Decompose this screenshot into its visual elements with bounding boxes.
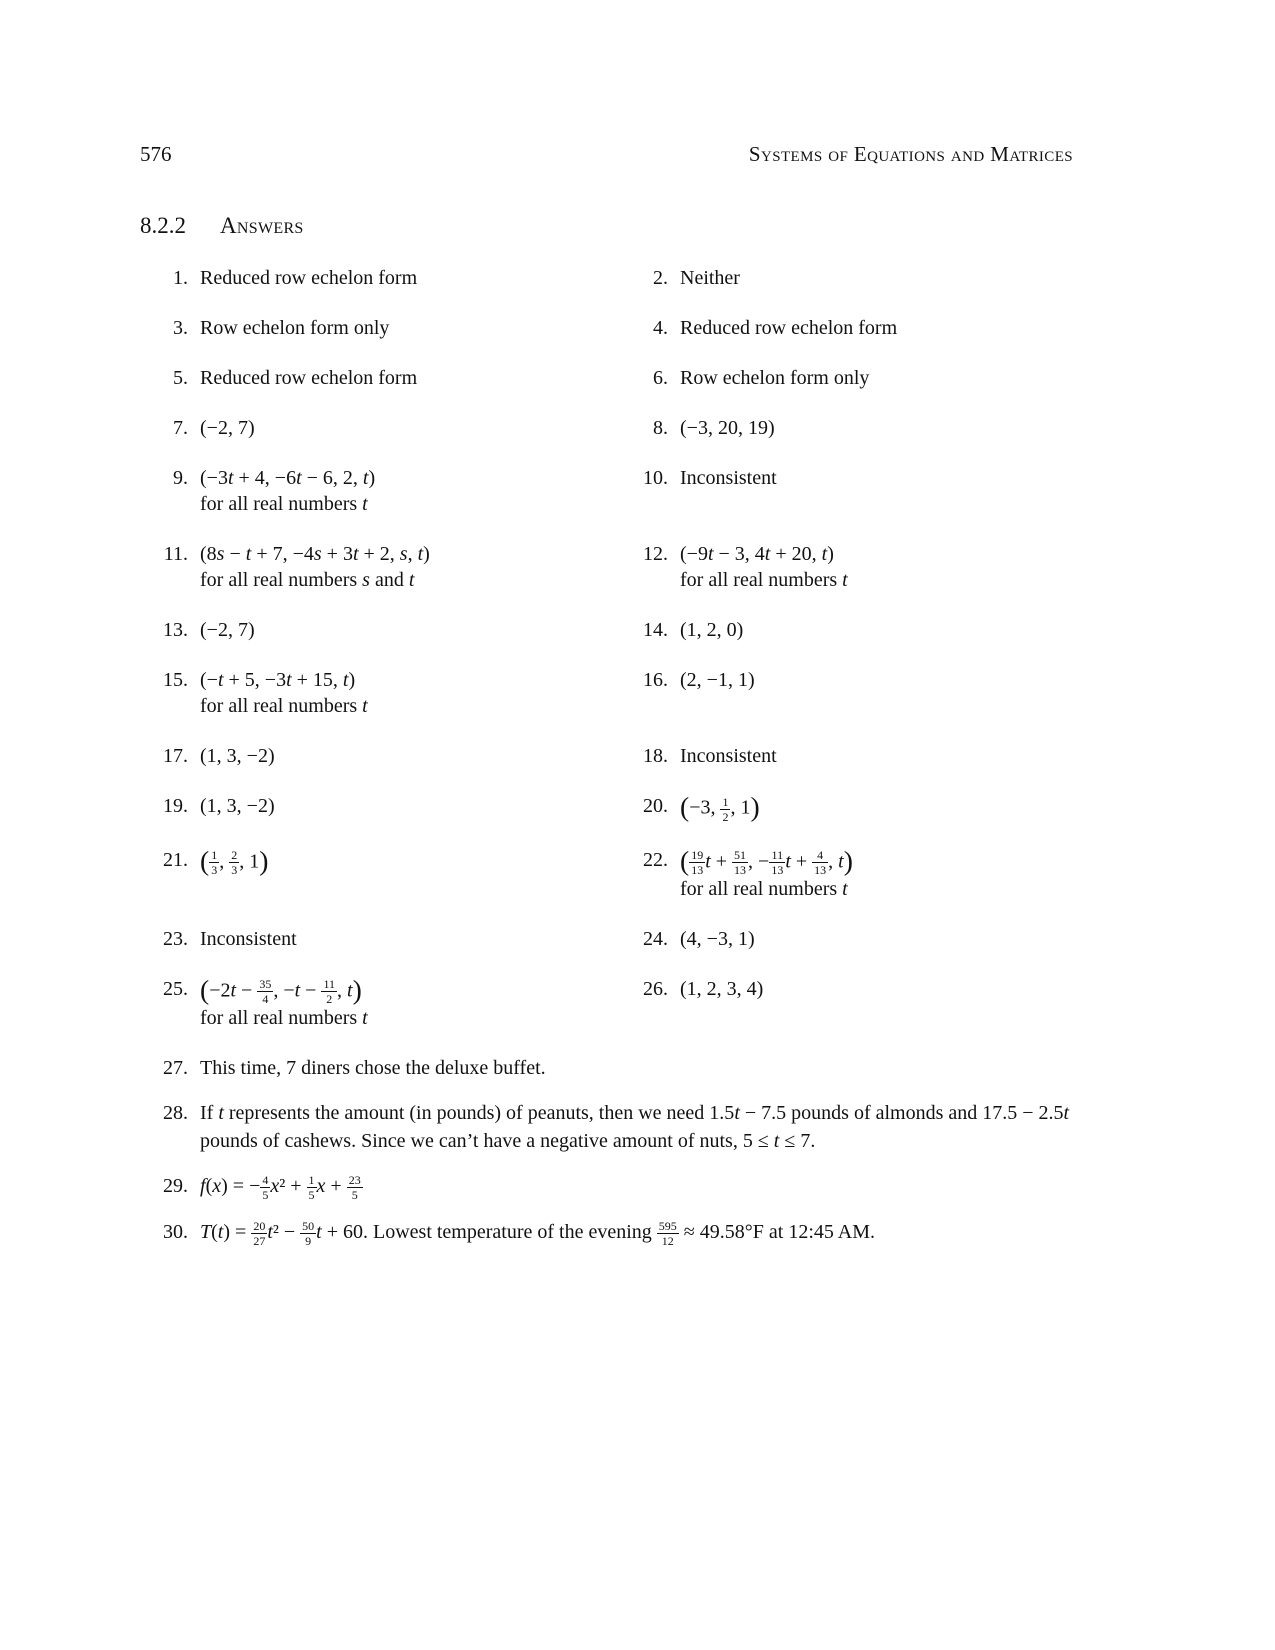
answer-text: Inconsistent bbox=[680, 745, 777, 768]
big-paren-open: ( bbox=[200, 973, 210, 1005]
fraction: $\frac{11}{2}$ bbox=[323, 976, 336, 1006]
fraction: $\frac{4}{5}$ bbox=[262, 1172, 269, 1202]
answer-number: 5. bbox=[173, 367, 188, 390]
answer-text: Row echelon form only bbox=[200, 317, 390, 340]
answer-item-9 bbox=[140, 465, 620, 517]
answer-number: 20. bbox=[643, 795, 668, 818]
answer-text: (−2, 7) bbox=[200, 619, 255, 642]
answer-item-29 bbox=[140, 1172, 1073, 1201]
answer-number: 24. bbox=[643, 927, 668, 950]
fraction: $\frac{20}{27}$ bbox=[253, 1218, 266, 1248]
answer-item-18 bbox=[620, 743, 1073, 769]
answer-text: This time, 7 diners chose the deluxe buffet. bbox=[200, 1056, 546, 1079]
answer-number: 17. bbox=[163, 745, 188, 768]
page-header bbox=[140, 143, 1073, 166]
answer-number: 10. bbox=[643, 467, 668, 490]
answer-number: 14. bbox=[643, 619, 668, 642]
answer-number: 23. bbox=[163, 927, 188, 950]
answer-text: Reduced row echelon form bbox=[200, 267, 418, 290]
answer-number: 2. bbox=[653, 267, 668, 290]
answer-text: (1, 2, 0) bbox=[680, 619, 744, 642]
fraction: $\frac{595}{12}$ bbox=[658, 1218, 677, 1248]
answer-item-1 bbox=[140, 265, 620, 291]
answer-text: Inconsistent bbox=[680, 467, 777, 490]
fraction: $\frac{4}{13}$ bbox=[814, 847, 827, 877]
answer-item-30 bbox=[140, 1218, 1073, 1247]
big-paren-close: ) bbox=[750, 791, 760, 823]
answer-text: f(x) = − $\frac{4}{5}$ x² + $\frac{1}{5}$ x + $\frac{23}{5}$ bbox=[200, 1172, 361, 1202]
fraction: $\frac{50}{9}$ bbox=[302, 1218, 315, 1248]
answer-item-24 bbox=[620, 926, 1073, 952]
page-number: 576 bbox=[140, 142, 172, 166]
answer-number: 15. bbox=[163, 669, 188, 692]
answer-text: (1, 3, −2) bbox=[200, 745, 275, 768]
answer-text: (−3, $\frac{1}{2}$ , 1) bbox=[680, 791, 760, 824]
fraction: $\frac{1}{2}$ bbox=[722, 794, 729, 824]
answer-number: 7. bbox=[173, 417, 188, 440]
answer-item-25 bbox=[140, 973, 620, 1031]
answer-item-10 bbox=[620, 465, 1073, 517]
big-paren-open: ( bbox=[680, 791, 690, 823]
fraction: $\frac{11}{13}$ bbox=[771, 847, 784, 877]
answer-item-4 bbox=[620, 315, 1073, 341]
answer-number: 3. bbox=[173, 317, 188, 340]
answer-text: (−9t − 3, 4t + 20, t) for all real numbers t bbox=[680, 543, 848, 592]
answer-item-20 bbox=[620, 793, 1073, 822]
answer-number: 26. bbox=[643, 977, 668, 1000]
answers-grid bbox=[140, 265, 1073, 1030]
section-heading bbox=[140, 213, 1073, 238]
answer-number: 16. bbox=[643, 669, 668, 692]
answer-item-21 bbox=[140, 844, 620, 902]
answer-number: 19. bbox=[163, 795, 188, 818]
answer-text: Reduced row echelon form bbox=[200, 367, 418, 390]
big-paren-close: ) bbox=[843, 844, 853, 876]
answer-number: 11. bbox=[163, 543, 188, 566]
fraction: $\frac{2}{3}$ bbox=[231, 847, 238, 877]
answer-number: 4. bbox=[653, 317, 668, 340]
section-number: 8.2.2 bbox=[140, 213, 186, 239]
answer-text: (−t + 5, −3t + 15, t) for all real numbers t bbox=[200, 669, 368, 718]
answer-text: ( $\frac{1}{3}$ , $\frac{2}{3}$ , 1) bbox=[200, 844, 269, 877]
section-title: Answers bbox=[220, 213, 304, 239]
answer-text: Neither bbox=[680, 267, 740, 290]
answer-number: 6. bbox=[653, 367, 668, 390]
big-paren-open: ( bbox=[680, 844, 690, 876]
answer-text: (−2t − $\frac{35}{4}$ , −t − $\frac{11}{2}$ , t) for all real numbers t bbox=[200, 973, 368, 1029]
fraction: $\frac{23}{5}$ bbox=[348, 1172, 361, 1202]
running-title: Systems of Equations and Matrices bbox=[748, 142, 1073, 166]
answer-item-5 bbox=[140, 365, 620, 391]
answer-text: (−2, 7) bbox=[200, 417, 255, 440]
answer-item-12 bbox=[620, 541, 1073, 593]
big-paren-open: ( bbox=[200, 844, 210, 876]
answer-number: 28. bbox=[163, 1101, 188, 1124]
answer-item-26 bbox=[620, 976, 1073, 1031]
fraction: $\frac{35}{4}$ bbox=[259, 976, 272, 1006]
answer-text: (8s − t + 7, −4s + 3t + 2, s, t) for all real numbers s and t bbox=[200, 543, 430, 592]
answer-text: (1, 2, 3, 4) bbox=[680, 977, 764, 1000]
answer-item-16 bbox=[620, 667, 1073, 719]
big-paren-close: ) bbox=[259, 844, 269, 876]
fraction: $\frac{51}{13}$ bbox=[734, 847, 747, 877]
answer-number: 12. bbox=[643, 543, 668, 566]
answer-number: 8. bbox=[653, 417, 668, 440]
answer-item-19 bbox=[140, 793, 620, 822]
answer-number: 22. bbox=[643, 848, 668, 871]
answer-text: Row echelon form only bbox=[680, 367, 870, 390]
answer-item-13 bbox=[140, 617, 620, 643]
fraction: $\frac{1}{3}$ bbox=[211, 847, 218, 877]
fraction: $\frac{1}{5}$ bbox=[308, 1172, 315, 1202]
answer-item-15 bbox=[140, 667, 620, 719]
answer-item-14 bbox=[620, 617, 1073, 643]
answer-text: (−3, 20, 19) bbox=[680, 417, 775, 440]
answer-text: (1, 3, −2) bbox=[200, 795, 275, 818]
answer-text: (−3t + 4, −6t − 6, 2, t) for all real numbers t bbox=[200, 467, 376, 516]
answer-item-28 bbox=[140, 1099, 1073, 1155]
answer-item-22 bbox=[620, 844, 1073, 902]
answer-item-3 bbox=[140, 315, 620, 341]
answer-number: 13. bbox=[163, 619, 188, 642]
answer-number: 30. bbox=[163, 1220, 188, 1243]
answer-item-7 bbox=[140, 415, 620, 441]
answer-text: Inconsistent bbox=[200, 927, 297, 950]
answer-item-23 bbox=[140, 926, 620, 952]
answer-number: 9. bbox=[173, 467, 188, 490]
answer-text: (2, −1, 1) bbox=[680, 669, 755, 692]
answer-text: (4, −3, 1) bbox=[680, 927, 755, 950]
answer-number: 29. bbox=[163, 1174, 188, 1197]
answer-number: 25. bbox=[163, 977, 188, 1000]
answer-item-8 bbox=[620, 415, 1073, 441]
fraction: $\frac{19}{13}$ bbox=[691, 847, 704, 877]
answer-item-6 bbox=[620, 365, 1073, 391]
answer-number: 18. bbox=[643, 745, 668, 768]
answers-full-width-list bbox=[140, 1054, 1073, 1247]
answer-text: Reduced row echelon form bbox=[680, 317, 898, 340]
answer-text: If t represents the amount (in pounds) of peanuts, then we need 1.5t − 7.5 pounds of almonds and 17.5 − 2.5t pounds of cashews. Since we can’t have a negative amount of nuts, 5 ≤ t ≤ 7. bbox=[200, 1101, 1070, 1152]
answer-item-27 bbox=[140, 1054, 1073, 1082]
answer-text: T(t) = $\frac{20}{27}$ t² − $\frac{50}{9}$ t + 60. Lowest temperature of the evening $\frac{595}{12}$ ≈ 49.58°F at 12:45 AM. bbox=[200, 1218, 875, 1248]
answer-number: 21. bbox=[163, 848, 188, 871]
answer-item-11 bbox=[140, 541, 620, 593]
answer-item-17 bbox=[140, 743, 620, 769]
answer-item-2 bbox=[620, 265, 1073, 291]
big-paren-close: ) bbox=[352, 973, 362, 1005]
answer-number: 1. bbox=[173, 267, 188, 290]
answer-number: 27. bbox=[163, 1056, 188, 1079]
answer-text: ( $\frac{19}{13}$ t + $\frac{51}{13}$ , − $\frac{11}{13}$ t + $\frac{4}{13}$ , t) for all real numbers t bbox=[680, 844, 853, 900]
